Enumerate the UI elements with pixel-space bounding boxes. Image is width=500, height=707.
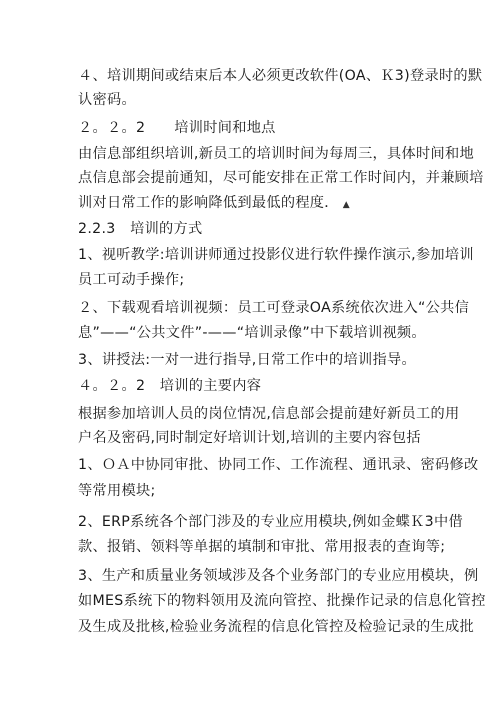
section-heading-2-2-4: ４。２。2 培训的主要内容 — [78, 378, 262, 394]
text-line-6: 训对日常工作的影响降低到最低的程度． — [78, 195, 339, 211]
text-line-19: 款、报销、领料等单据的填制和审批、常用报表的查询等; — [78, 539, 446, 555]
text-line-14: 根据参加培训人员的岗位情况,信息部会提前建好新员工的用 — [78, 406, 460, 422]
text-line-6-wrap — [78, 193, 350, 215]
text-line-4: 由信息部组织培训,新员工的培训时间为每周三，具体时间和地 — [78, 146, 474, 162]
text-line-1: ４、培训期间或结束后本人必须更改软件(OA、Ｋ3)登录时的默 — [78, 68, 483, 84]
section-heading-2-2-3: 2.2.3 培训的方式 — [78, 221, 203, 237]
text-line-2: 认密码。 — [78, 92, 136, 108]
text-line-21: 如MES系统下的物料领用及流向管控、批操作记录的信息化管控 — [78, 593, 486, 609]
text-line-12: 3、讲授法:一对一进行指导,日常工作中的培训指导。 — [78, 352, 416, 368]
text-line-5: 点信息部会提前通知，尽可能安排在正常工作时间内，并兼顾培 — [78, 170, 484, 186]
text-line-10: ２、下载观看培训视频：员工可登录OA系统依次进入“公共信 — [78, 300, 470, 316]
section-heading-2-2-2: ２。２。2 培训时间和地点 — [78, 120, 276, 136]
text-line-16: 1、ＯＡ中协同审批、协同工作、工作流程、通讯录、密码修改 — [78, 457, 479, 473]
text-line-18: 2、ERP系统各个部门涉及的专业应用模块,例如金蝶Ｋ3中借 — [78, 514, 463, 530]
text-line-11: 息”——“公共文件”-——“培训录像”中下载培训视频。 — [78, 325, 426, 341]
text-line-9: 员工可动手操作; — [78, 272, 185, 288]
text-line-17: 等常用模块; — [78, 483, 156, 499]
text-line-8: 1、视听教学:培训讲师通过投影仪进行软件操作演示,参加培训 — [78, 247, 474, 263]
text-line-20: 3、生产和质量业务领域涉及各个业务部门的专业应用模块，例 — [78, 568, 479, 584]
text-line-22: 及生成及批核,检验业务流程的信息化管控及检验记录的生成批 — [78, 619, 474, 635]
text-line-15: 户名及密码,同时制定好培训计划,培训的主要内容包括 — [78, 430, 421, 446]
triangle-mark-icon: ▲ — [342, 200, 351, 210]
section-heading-2-2-4-wrap — [78, 376, 261, 396]
